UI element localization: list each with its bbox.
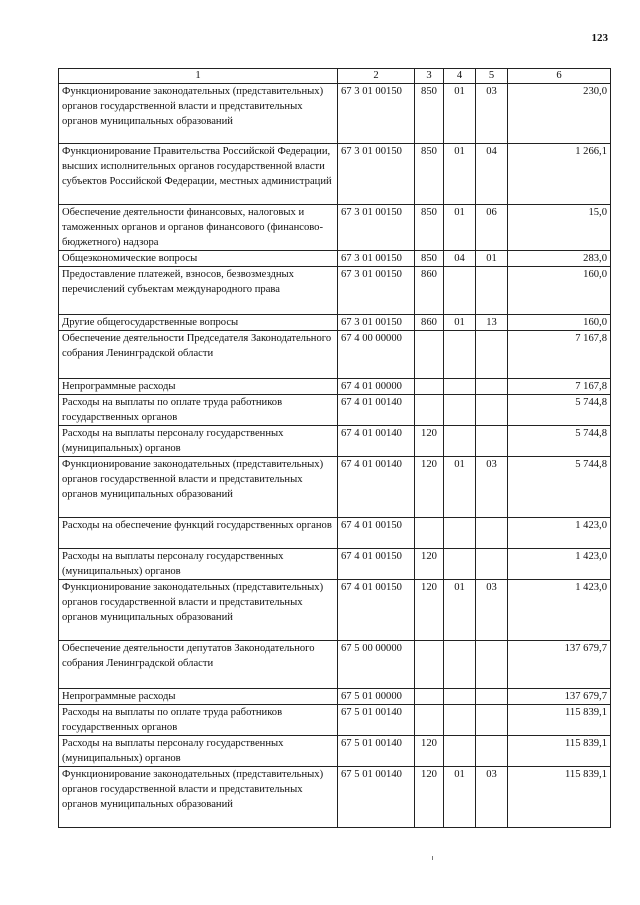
row-name: Функционирование законодательных (представительных) органов государственной власти и представительных органов муниципальных образований <box>59 457 338 518</box>
column-header-pr: 5 <box>476 69 508 84</box>
row-name: Функционирование законодательных (представительных) органов государственной власти и представительных органов муниципальных образований <box>59 767 338 828</box>
row-name: Расходы на выплаты по оплате труда работников государственных органов <box>59 395 338 426</box>
row-code: 67 4 01 00140 <box>338 426 415 457</box>
row-vr: 850 <box>415 205 444 251</box>
table-row <box>59 315 611 331</box>
row-rz <box>444 518 476 549</box>
table-row <box>59 518 611 549</box>
row-sum: 1 423,0 <box>508 549 611 580</box>
row-pr <box>476 267 508 315</box>
row-rz <box>444 426 476 457</box>
row-pr: 01 <box>476 251 508 267</box>
row-pr <box>476 426 508 457</box>
row-code: 67 4 00 00000 <box>338 331 415 379</box>
row-pr: 03 <box>476 84 508 144</box>
row-sum: 15,0 <box>508 205 611 251</box>
row-code: 67 4 01 00150 <box>338 549 415 580</box>
row-pr <box>476 705 508 736</box>
table-body <box>59 84 611 828</box>
table-row <box>59 379 611 395</box>
row-vr <box>415 379 444 395</box>
row-code: 67 3 01 00150 <box>338 251 415 267</box>
row-pr: 03 <box>476 580 508 641</box>
table-row <box>59 84 611 144</box>
budget-table <box>58 68 611 828</box>
row-code: 67 3 01 00150 <box>338 84 415 144</box>
row-vr: 850 <box>415 144 444 205</box>
row-name: Расходы на выплаты персоналу государственных (муниципальных) органов <box>59 549 338 580</box>
row-name: Расходы на обеспечение функций государственных органов <box>59 518 338 549</box>
table-row <box>59 736 611 767</box>
row-pr <box>476 395 508 426</box>
table-row <box>59 205 611 251</box>
row-vr: 120 <box>415 736 444 767</box>
row-pr <box>476 518 508 549</box>
column-header-name: 1 <box>59 69 338 84</box>
row-code: 67 5 01 00000 <box>338 689 415 705</box>
row-code: 67 5 01 00140 <box>338 736 415 767</box>
row-rz <box>444 379 476 395</box>
row-name: Функционирование законодательных (представительных) органов государственной власти и представительных органов муниципальных образований <box>59 580 338 641</box>
row-sum: 1 423,0 <box>508 580 611 641</box>
row-rz <box>444 705 476 736</box>
row-code: 67 5 01 00140 <box>338 705 415 736</box>
row-name: Расходы на выплаты по оплате труда работников государственных органов <box>59 705 338 736</box>
row-pr: 13 <box>476 315 508 331</box>
row-name: Обеспечение деятельности Председателя Законодательного собрания Ленинградской области <box>59 331 338 379</box>
row-pr <box>476 379 508 395</box>
row-sum: 1 266,1 <box>508 144 611 205</box>
table-row <box>59 549 611 580</box>
page-number: 123 <box>591 32 608 44</box>
row-sum: 7 167,8 <box>508 379 611 395</box>
row-pr <box>476 331 508 379</box>
row-pr: 06 <box>476 205 508 251</box>
row-rz: 01 <box>444 580 476 641</box>
row-sum: 283,0 <box>508 251 611 267</box>
row-pr: 04 <box>476 144 508 205</box>
row-name: Функционирование Правительства Российской Федерации, высших исполнительных органов государственной власти субъектов Российской Федерации, местных администраций <box>59 144 338 205</box>
scan-mark <box>432 856 433 860</box>
row-pr <box>476 549 508 580</box>
table-row <box>59 580 611 641</box>
row-name: Функционирование законодательных (представительных) органов государственной власти и представительных органов муниципальных образований <box>59 84 338 144</box>
row-vr: 120 <box>415 457 444 518</box>
row-code: 67 5 00 00000 <box>338 641 415 689</box>
row-code: 67 4 01 00150 <box>338 580 415 641</box>
row-pr <box>476 689 508 705</box>
row-vr: 120 <box>415 580 444 641</box>
row-rz <box>444 641 476 689</box>
row-name: Обеспечение деятельности финансовых, налоговых и таможенных органов и органов финансового (финансово-бюджетного) надзора <box>59 205 338 251</box>
row-name: Расходы на выплаты персоналу государственных (муниципальных) органов <box>59 426 338 457</box>
row-sum: 7 167,8 <box>508 331 611 379</box>
row-sum: 115 839,1 <box>508 705 611 736</box>
table-row <box>59 457 611 518</box>
row-rz: 01 <box>444 767 476 828</box>
row-sum: 137 679,7 <box>508 641 611 689</box>
table-row <box>59 395 611 426</box>
table-row <box>59 689 611 705</box>
row-name: Непрограммные расходы <box>59 379 338 395</box>
column-header-rz: 4 <box>444 69 476 84</box>
column-header-code: 2 <box>338 69 415 84</box>
row-vr <box>415 689 444 705</box>
row-rz <box>444 549 476 580</box>
row-name: Расходы на выплаты персоналу государственных (муниципальных) органов <box>59 736 338 767</box>
row-sum: 160,0 <box>508 267 611 315</box>
row-vr: 860 <box>415 315 444 331</box>
row-rz: 01 <box>444 84 476 144</box>
row-sum: 1 423,0 <box>508 518 611 549</box>
row-vr: 120 <box>415 549 444 580</box>
table-header-row <box>59 69 611 84</box>
table-row <box>59 426 611 457</box>
row-vr <box>415 331 444 379</box>
row-code: 67 3 01 00150 <box>338 144 415 205</box>
row-vr <box>415 641 444 689</box>
row-name: Общеэкономические вопросы <box>59 251 338 267</box>
row-pr <box>476 641 508 689</box>
row-code: 67 4 01 00140 <box>338 395 415 426</box>
row-rz: 01 <box>444 205 476 251</box>
table-row <box>59 331 611 379</box>
row-name: Обеспечение деятельности депутатов Законодательного собрания Ленинградской области <box>59 641 338 689</box>
row-sum: 5 744,8 <box>508 395 611 426</box>
row-sum: 5 744,8 <box>508 426 611 457</box>
row-code: 67 4 01 00140 <box>338 457 415 518</box>
column-header-sum: 6 <box>508 69 611 84</box>
row-name: Непрограммные расходы <box>59 689 338 705</box>
table-row <box>59 251 611 267</box>
table-row <box>59 641 611 689</box>
row-sum: 115 839,1 <box>508 736 611 767</box>
row-name: Предоставление платежей, взносов, безвозмездных перечислений субъектам международного права <box>59 267 338 315</box>
row-rz: 01 <box>444 315 476 331</box>
row-vr <box>415 705 444 736</box>
row-sum: 5 744,8 <box>508 457 611 518</box>
row-vr <box>415 518 444 549</box>
row-sum: 115 839,1 <box>508 767 611 828</box>
table-row <box>59 144 611 205</box>
row-code: 67 4 01 00000 <box>338 379 415 395</box>
row-vr: 120 <box>415 767 444 828</box>
table-row <box>59 705 611 736</box>
row-rz <box>444 331 476 379</box>
row-vr: 860 <box>415 267 444 315</box>
row-vr: 850 <box>415 251 444 267</box>
row-pr: 03 <box>476 457 508 518</box>
row-pr: 03 <box>476 767 508 828</box>
row-code: 67 3 01 00150 <box>338 205 415 251</box>
row-code: 67 5 01 00140 <box>338 767 415 828</box>
row-rz <box>444 267 476 315</box>
row-sum: 230,0 <box>508 84 611 144</box>
row-rz: 01 <box>444 457 476 518</box>
row-rz: 04 <box>444 251 476 267</box>
row-code: 67 3 01 00150 <box>338 267 415 315</box>
row-code: 67 3 01 00150 <box>338 315 415 331</box>
table-row <box>59 767 611 828</box>
row-rz <box>444 395 476 426</box>
row-vr: 850 <box>415 84 444 144</box>
row-rz: 01 <box>444 144 476 205</box>
column-header-vr: 3 <box>415 69 444 84</box>
row-sum: 137 679,7 <box>508 689 611 705</box>
row-sum: 160,0 <box>508 315 611 331</box>
row-rz <box>444 689 476 705</box>
row-vr <box>415 395 444 426</box>
row-code: 67 4 01 00150 <box>338 518 415 549</box>
row-name: Другие общегосударственные вопросы <box>59 315 338 331</box>
row-vr: 120 <box>415 426 444 457</box>
row-rz <box>444 736 476 767</box>
row-pr <box>476 736 508 767</box>
table-row <box>59 267 611 315</box>
